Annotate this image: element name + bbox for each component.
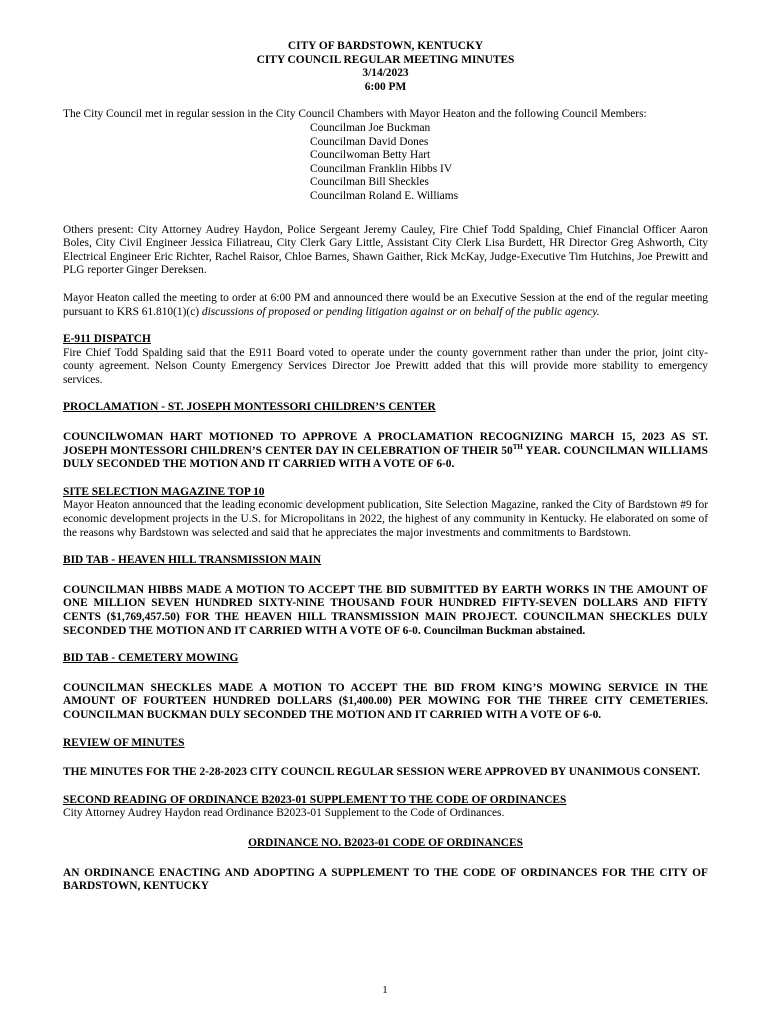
member-item: Councilman Franklin Hibbs IV bbox=[310, 162, 453, 175]
call-to-order-paragraph bbox=[63, 292, 708, 319]
heaven-hill-note: Councilman Buckman abstained. bbox=[423, 624, 586, 637]
heaven-hill-heading: BID TAB - HEAVEN HILL TRANSMISSION MAIN bbox=[63, 554, 322, 567]
council-members-list bbox=[310, 122, 708, 204]
second-reading-heading: SECOND READING OF ORDINANCE B2023-01 SUPPLEMENT TO THE CODE OF ORDINANCES bbox=[63, 793, 567, 806]
heaven-hill-motion bbox=[63, 584, 708, 638]
cemetery-heading: BID TAB - CEMETERY MOWING bbox=[63, 652, 239, 665]
site-selection-paragraph: Mayor Heaton announced that the leading economic development publication, Site Selection Magazine, ranked the City of Bardstown #9 for economic development projects in the U.S. for Micropolitans in 2022, the highest of any community in Kentucky. He elaborated on some of the reasons why Bardstown was selected and said that he appreciates the major investments and commitments to Bardstown. bbox=[63, 499, 708, 539]
minutes-title: CITY COUNCIL REGULAR MEETING MINUTES bbox=[256, 53, 515, 66]
cemetery-motion: COUNCILMAN SHECKLES MADE A MOTION TO ACCEPT THE BID FROM KING’S MOWING SERVICE IN THE AMOUNT OF FOURTEEN HUNDRED DOLLARS ($1,400.00) PER MOWING FOR THE THREE CITY CEMETERIES. COUNCILMAN BUCKMAN DULY SECONDED THE MOTION AND IT CARRIED WITH A VOTE OF 6-0. bbox=[63, 681, 708, 721]
second-reading-paragraph: City Attorney Audrey Haydon read Ordinance B2023-01 Supplement to the Code of Ordinances. bbox=[63, 807, 505, 820]
member-item: Councilman Roland E. Williams bbox=[310, 189, 459, 202]
meeting-time: 6:00 PM bbox=[364, 80, 407, 93]
intro-paragraph: The City Council met in regular session in the City Council Chambers with Mayor Heaton and the following Council Members: bbox=[63, 108, 647, 121]
proclamation-sup: TH bbox=[512, 442, 523, 451]
proclamation-text-b: YEAR. COUNCILMAN WILLIAMS DULY SECONDED THE MOTION AND IT CARRIED WITH A VOTE OF 6-0. bbox=[63, 444, 708, 471]
minutes-approval: THE MINUTES FOR THE 2-28-2023 CITY COUNCIL REGULAR SESSION WERE APPROVED BY UNANIMOUS CONSENT. bbox=[63, 766, 701, 779]
member-item: Councilwoman Betty Hart bbox=[310, 149, 431, 162]
minutes-heading: REVIEW OF MINUTES bbox=[63, 736, 185, 749]
member-item: Councilman Bill Sheckles bbox=[310, 176, 429, 189]
site-selection-heading: SITE SELECTION MAGAZINE TOP 10 bbox=[63, 485, 265, 498]
proclamation-text-a: COUNCILWOMAN HART MOTIONED TO APPROVE A PROCLAMATION RECOGNIZING MARCH 15, 2023 AS ST. JOSEPH MONTESSORI CHILDREN’S CENTER DAY IN CELEBRATION OF THEIR 50 bbox=[63, 431, 708, 457]
call-to-order-italic: discussions of proposed or pending litigation against or on behalf of the public agency. bbox=[201, 305, 600, 318]
member-item: Councilman David Dones bbox=[310, 135, 429, 148]
page-number: 1 bbox=[382, 984, 388, 996]
document-header bbox=[63, 40, 708, 94]
e911-paragraph: Fire Chief Todd Spalding said that the E911 Board voted to operate under the county government rather than under the prior, joint city-county agreement. Nelson County Emergency Services Director Joe Prewitt added that this will provide more stability to emergency services. bbox=[63, 346, 708, 386]
proclamation-motion bbox=[63, 431, 708, 472]
member-item: Councilman Joe Buckman bbox=[310, 121, 431, 134]
meeting-date: 3/14/2023 bbox=[362, 67, 409, 80]
heaven-hill-text: COUNCILMAN HIBBS MADE A MOTION TO ACCEPT THE BID SUBMITTED BY EARTH WORKS IN THE AMOUNT OF ONE MILLION SEVEN HUNDRED SIXTY-NINE THOUSAND FOUR HUNDRED FIFTY-SEVEN DOLLARS AND FIFTY CENTS ($1,769,457.50) FOR THE HEAVEN HILL TRANSMISSION MAIN PROJECT. COUNCILMAN SHECKLES DULY SECONDED THE MOTION AND IT CARRIED WITH A VOTE OF 6-0. bbox=[63, 583, 708, 637]
ordinance-heading: ORDINANCE NO. B2023-01 CODE OF ORDINANCES bbox=[248, 836, 523, 849]
city-title: CITY OF BARDSTOWN, KENTUCKY bbox=[287, 40, 484, 52]
others-present-paragraph: Others present: City Attorney Audrey Haydon, Police Sergeant Jeremy Cauley, Fire Chief Todd Spalding, Chief Financial Officer Aaron Boles, City Civil Engineer Jessica Filiatreau, City Clerk Gary Little, Assistant City Clerk Lisa Burdett, HR Director Greg Ashworth, City Electrical Engineer Eric Richter, Rachel Raisor, Chloe Barnes, Shawn Gaither, Rick McKay, Judge-Executive Tim Hutchins, Joe Prewitt and PLG reporter Ginger Dereksen. bbox=[63, 223, 708, 277]
e911-heading: E-911 DISPATCH bbox=[63, 333, 151, 346]
ordinance-title: AN ORDINANCE ENACTING AND ADOPTING A SUPPLEMENT TO THE CODE OF ORDINANCES FOR THE CITY OF BARDSTOWN, KENTUCKY bbox=[63, 866, 708, 893]
call-to-order-text: Mayor Heaton called the meeting to order at 6:00 PM and announced there would be an Executive Session at the end of the regular meeting pursuant to KRS 61.810(1)(c) bbox=[63, 291, 708, 318]
proclamation-heading: PROCLAMATION - ST. JOSEPH MONTESSORI CHILDREN’S CENTER bbox=[63, 401, 436, 414]
document-page bbox=[63, 40, 708, 894]
